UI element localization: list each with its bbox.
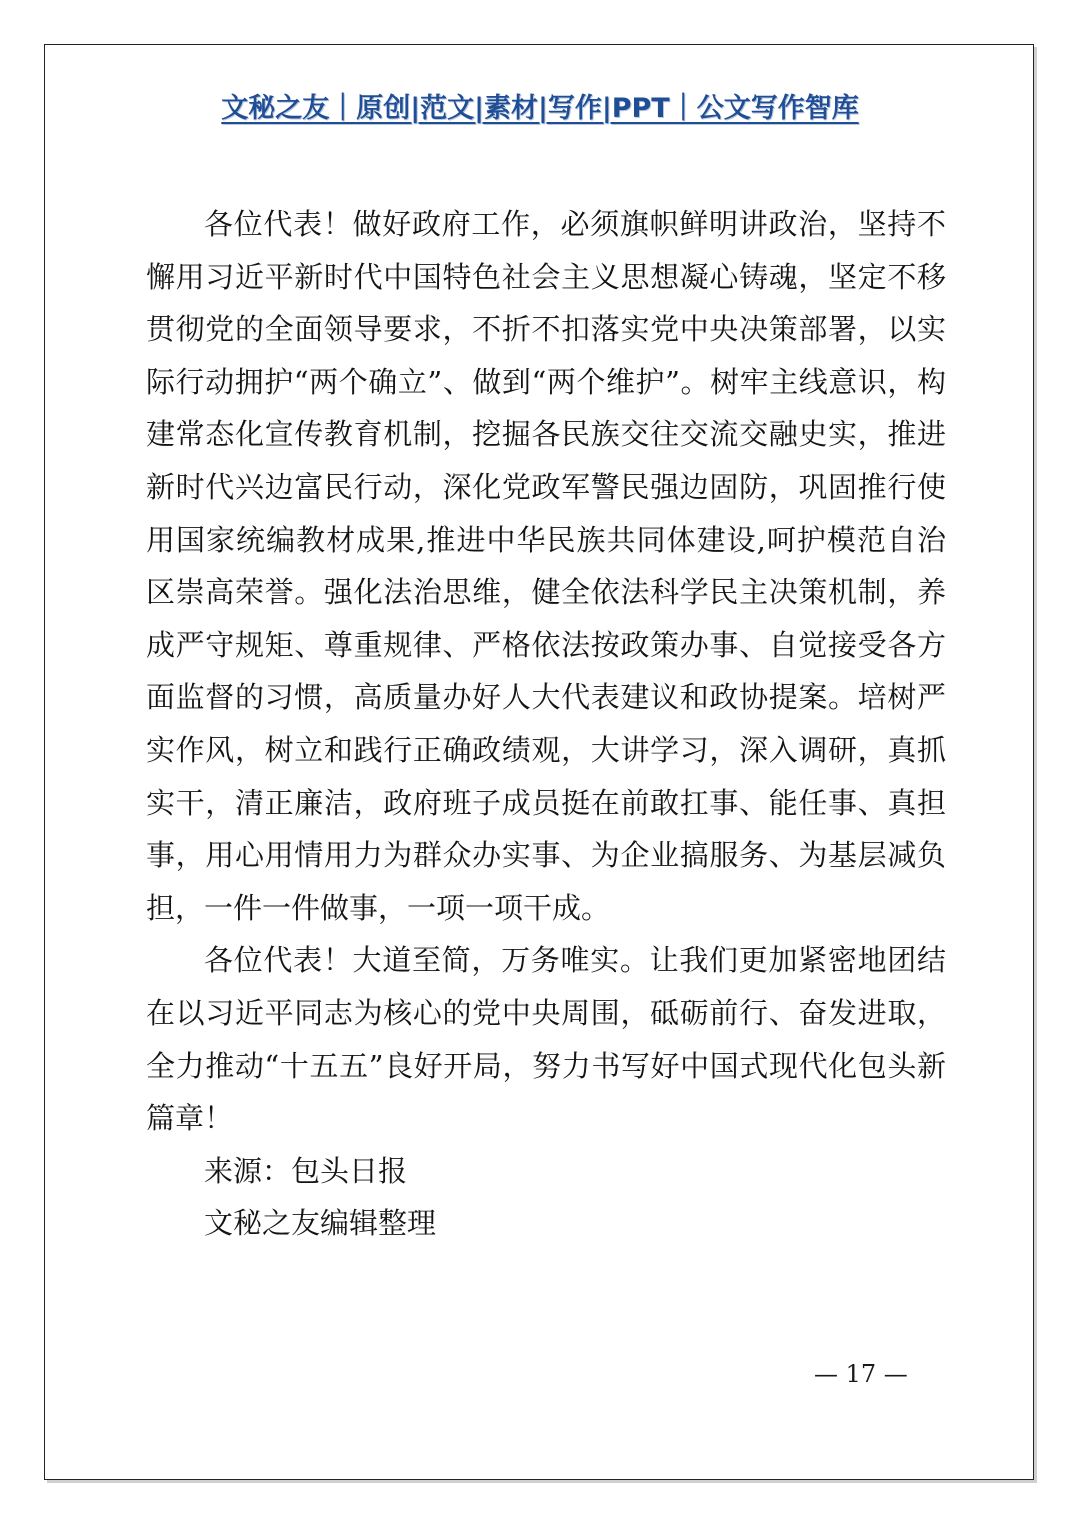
editor-line: 文秘之友编辑整理 — [204, 1206, 437, 1241]
source-line: 来源：包头日报 — [204, 1153, 408, 1188]
header-banner: 文秘之友｜原创|范文|素材|写作|PPT｜公文写作智库 — [221, 93, 859, 124]
article-body — [146, 198, 946, 1250]
paragraph-1: 各位代表！做好政府工作，必须旗帜鲜明讲政治，坚持不懈用习近平新时代中国特色社会主义思想凝心铸魂，坚定不移贯彻党的全面领导要求，不折不扣落实党中央决策部署，以实际行动拥护“两个确立”、做到“两个维护”。树牢主线意识，构建常态化宣传教育机制，挖掘各民族交往交流交融史实，推进新时代兴边富民行动，深化党政军警民强边固防，巩固推行使用国家统编教材成果,推进中华民族共同体建设,呵护模范自治区崇高荣誉。强化法治思维，健全依法科学民主决策机制，养成严守规矩、尊重规律、严格依法按政策办事、自觉接受各方面监督的习惯，高质量办好人大代表建议和政协提案。培树严实作风，树立和践行正确政绩观，大讲学习，深入调研，真抓实干，清正廉洁，政府班子成员挺在前敢扛事、能任事、真担事，用心用情用力为群众办实事、为企业搞服务、为基层减负担，一件一件做事，一项一项干成。 — [146, 207, 946, 925]
paragraph-2: 各位代表！大道至简，万务唯实。让我们更加紧密地团结在以习近平同志为核心的党中央周围，砥砺前行、奋发进取，全力推动“十五五”良好开局，努力书写好中国式现代化包头新篇章！ — [146, 943, 946, 1136]
page-number: — 17 — — [814, 1360, 908, 1388]
